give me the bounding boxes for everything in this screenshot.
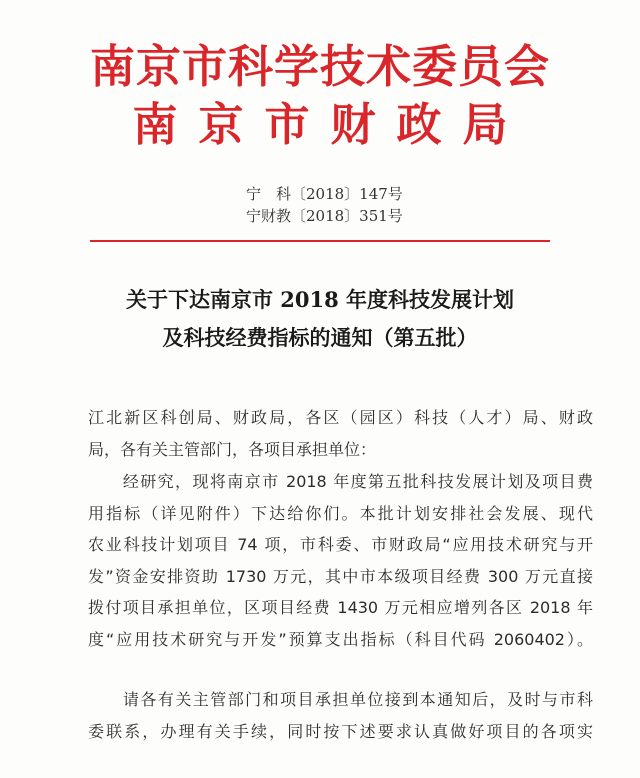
paragraph-line: 用指标（详见附件）下达给你们。本批计划安排社会发展、现代: [88, 503, 593, 523]
addressee-block: [88, 402, 593, 465]
paragraph-line: 发”资金安排资助 1730 万元，其中市本级项目经费 300 万元直接: [88, 566, 593, 586]
paragraph-line: 请各有关主管部门和项目承担单位接到本通知后，及时与市科: [88, 690, 593, 709]
issuer-line-1: 南京市科学技术委员会: [89, 40, 550, 93]
document-number-1: 宁 科〔2018〕147号: [246, 185, 403, 203]
addressee-line: 局，各有关主管部门，各项目承担单位：: [88, 439, 377, 459]
paragraph-line: 拨付项目承担单位，区项目经费 1430 万元相应增列各区 2018 年: [88, 598, 593, 617]
red-divider: [90, 240, 550, 242]
paragraph-line: 农业科技计划项目 74 项，市科委、市财政局“应用技术研究与开: [88, 535, 593, 554]
notice-title-line-2: 及科技经费指标的通知（第五批）: [162, 325, 478, 350]
body-paragraph-2: [88, 684, 593, 747]
issuer-line-2: 南京市财政局: [132, 98, 529, 151]
paragraph-line: 度“应用技术研究与开发”预算支出指标（科目代码 2060402）。: [88, 629, 593, 649]
body-paragraph-1: [88, 466, 593, 655]
notice-title-line-1: 关于下达南京市 2018 年度科技发展计划: [125, 287, 515, 312]
addressee-line: 江北新区科创局、财政局，各区（园区）科技（人才）局、财政: [88, 408, 593, 427]
document-number-2: 宁财教〔2018〕351号: [246, 207, 403, 225]
paragraph-line: 委联系，办理有关手续，同时按下述要求认真做好项目的各项实: [88, 721, 593, 741]
paragraph-line: 经研究，现将南京市 2018 年度第五批科技发展计划及项目费: [88, 472, 593, 491]
